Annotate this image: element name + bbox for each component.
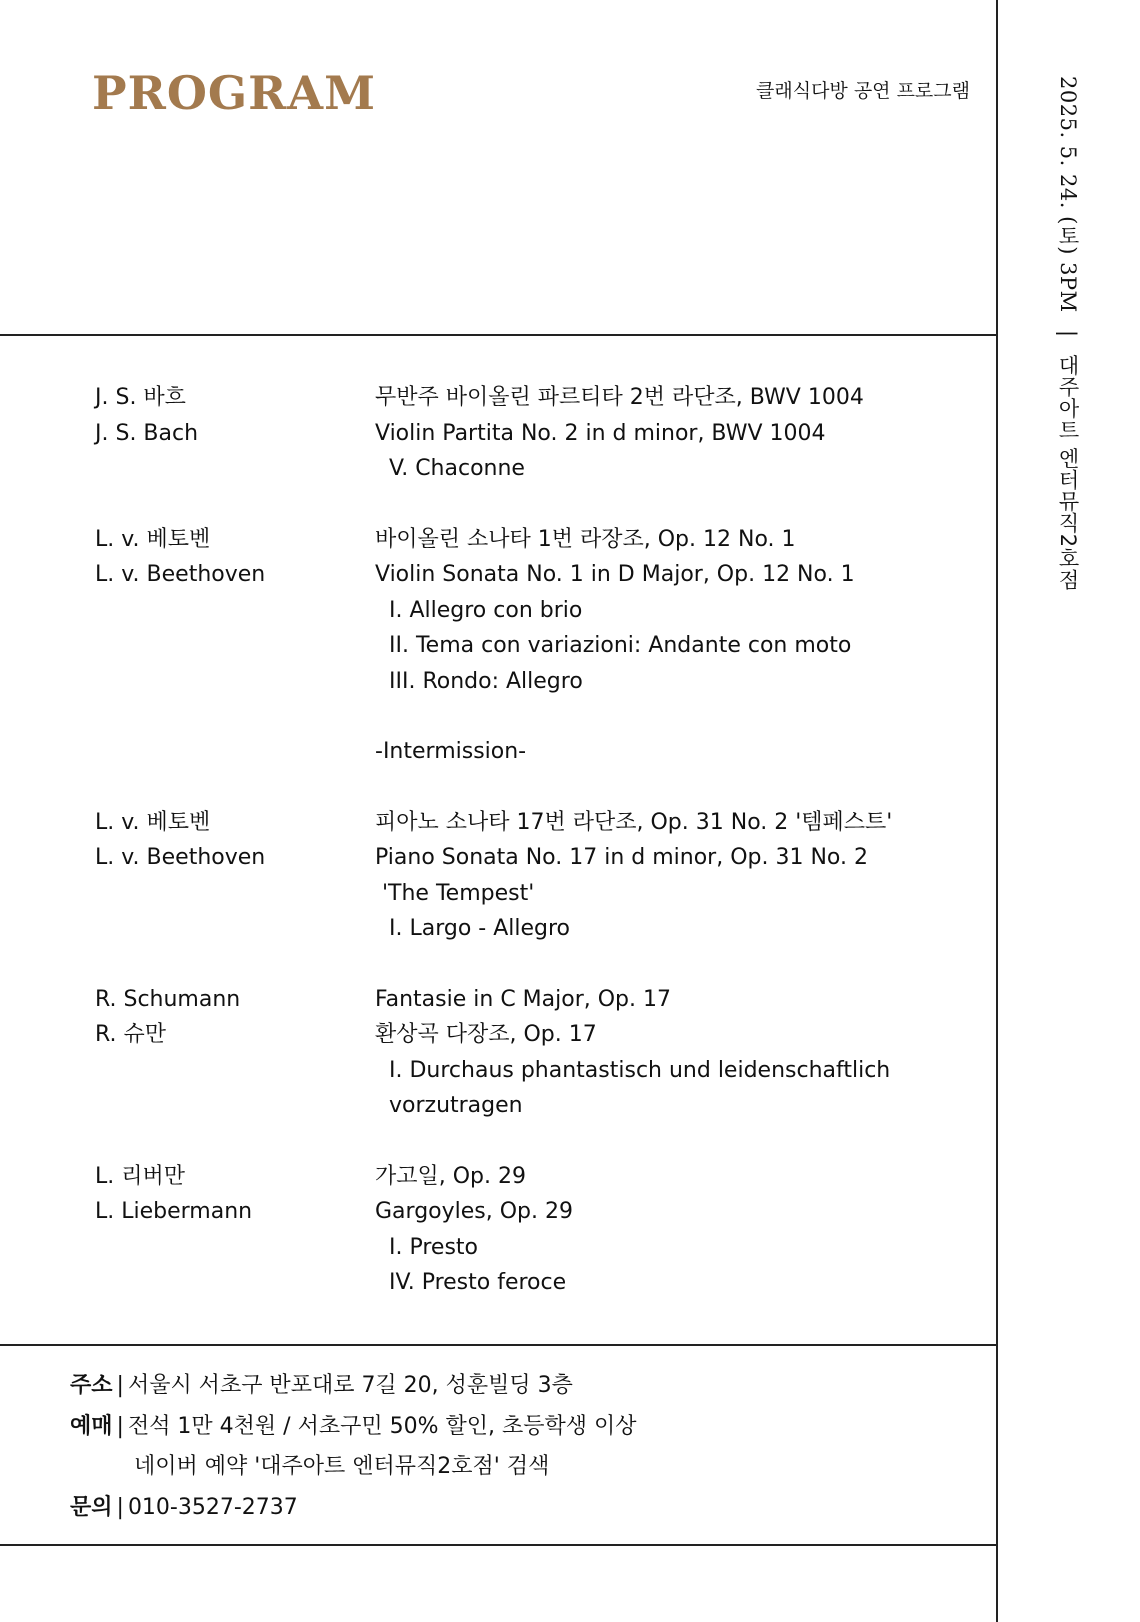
program-list	[0, 380, 996, 1336]
work-title-en: Violin Sonata No. 1 in D Major, Op. 12 No. 1	[375, 562, 855, 587]
movement: V. Chaconne	[389, 456, 525, 481]
composer-name-ko: J. S. 바흐	[95, 385, 186, 410]
address-row	[70, 1366, 636, 1407]
info-separator: |	[116, 1373, 124, 1398]
program-item	[0, 380, 996, 487]
event-venue: 대주아트 엔터뮤직2호점	[1056, 354, 1080, 591]
program-item	[0, 805, 996, 947]
composer-name-ko: R. 슈만	[95, 1022, 166, 1047]
program-item	[0, 1159, 996, 1301]
intermission	[0, 734, 996, 770]
composer-name-en: R. Schumann	[95, 986, 241, 1012]
info-separator: |	[116, 1494, 124, 1520]
work-title-en: Violin Partita No. 2 in d minor, BWV 1004	[375, 420, 826, 446]
movement: I. Allegro con brio	[389, 597, 583, 623]
work-title-ko: 환상곡 다장조, Op. 17	[375, 1022, 597, 1047]
composer	[95, 522, 355, 593]
contact-label: 문의	[70, 1494, 113, 1520]
contact-value: 010-3527-2737	[127, 1494, 298, 1520]
composer-name-en: L. Liebermann	[95, 1199, 253, 1224]
ticket-value: 전석 1만 4천원 / 서초구민 50% 할인, 초등학생 이상	[127, 1413, 637, 1439]
footer-bottom-divider	[0, 1544, 998, 1546]
address-value: 서울시 서초구 반포대로 7길 20, 성훈빌딩 3층	[127, 1373, 573, 1398]
composer-name-en: J. S. Bach	[95, 420, 199, 446]
work	[375, 982, 996, 1124]
composer-name-ko: L. 리버만	[95, 1163, 185, 1189]
ticket-row	[70, 1407, 636, 1448]
work-subtitle: 'The Tempest'	[382, 880, 535, 906]
composer-name-en: L. v. Beethoven	[95, 562, 266, 587]
movement: II. Tema con variazioni: Andante con moto	[389, 633, 852, 658]
work-title-ko: 가고일, Op. 29	[375, 1163, 527, 1189]
page-subtitle: 클래식다방 공연 프로그램	[756, 80, 970, 102]
composer	[95, 1159, 355, 1230]
ticket-note: 네이버 예약 '대주아트 엔터뮤직2호점' 검색	[134, 1454, 550, 1479]
work-title-en: Piano Sonata No. 17 in d minor, Op. 31 No. 2	[375, 845, 868, 870]
movement: I. Durchaus phantastisch und leidenschaftlich	[389, 1057, 891, 1083]
composer-name-en: L. v. Beethoven	[95, 845, 266, 870]
intermission-label: -Intermission-	[375, 739, 527, 764]
contact-row	[70, 1488, 636, 1529]
work-title-en: Fantasie in C Major, Op. 17	[375, 986, 672, 1012]
info-separator: |	[116, 1413, 124, 1439]
composer-name-ko: L. v. 베토벤	[95, 526, 211, 552]
event-date: 2025. 5. 24. (토) 3PM	[1056, 76, 1080, 313]
work-title-en: Gargoyles, Op. 29	[375, 1199, 573, 1224]
vertical-divider	[996, 0, 998, 1622]
movement: I. Largo - Allegro	[389, 916, 571, 941]
side-separator: |	[1056, 329, 1080, 338]
ticket-label: 예매	[70, 1413, 113, 1439]
work	[375, 522, 996, 700]
footer-top-divider	[0, 1344, 998, 1346]
event-info	[70, 1366, 636, 1528]
work	[375, 380, 996, 487]
program-item	[0, 522, 996, 700]
work-title-ko: 바이올린 소나타 1번 라장조, Op. 12 No. 1	[375, 526, 796, 552]
work	[375, 805, 996, 947]
composer	[95, 805, 355, 876]
composer-name-ko: L. v. 베토벤	[95, 809, 211, 835]
movement: I. Presto	[389, 1234, 478, 1260]
work-title-ko: 피아노 소나타 17번 라단조, Op. 31 No. 2 '템페스트'	[375, 809, 893, 835]
ticket-note-row	[70, 1447, 636, 1488]
address-label: 주소	[70, 1373, 113, 1398]
composer	[95, 982, 355, 1053]
program-item	[0, 982, 996, 1124]
movement: IV. Presto feroce	[389, 1270, 567, 1295]
header-divider	[0, 334, 998, 336]
movement: III. Rondo: Allegro	[389, 668, 583, 694]
work-title-ko: 무반주 바이올린 파르티타 2번 라단조, BWV 1004	[375, 385, 864, 410]
work	[375, 1159, 996, 1301]
page-title: PROGRAM	[92, 66, 377, 120]
composer	[95, 380, 355, 451]
movement-continued: vorzutragen	[389, 1093, 523, 1118]
side-event-info	[1053, 76, 1083, 591]
